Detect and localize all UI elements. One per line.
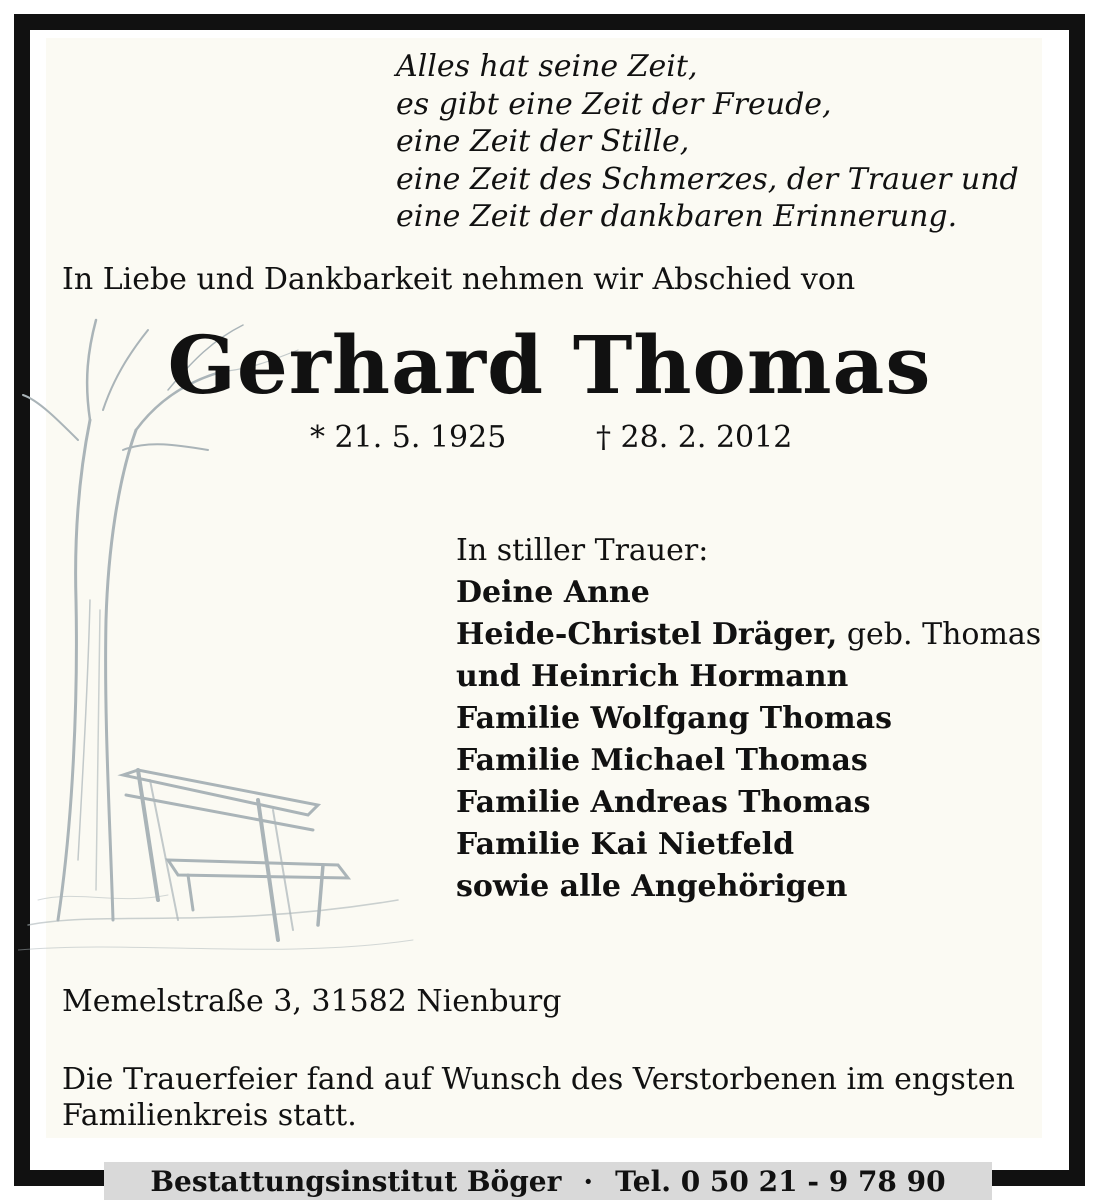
mourners-heading: In stiller Trauer: <box>456 533 709 568</box>
intro-text: In Liebe und Dankbarkeit nehmen wir Abschied von <box>62 262 856 297</box>
mourner-note: geb. Thomas <box>837 617 1042 652</box>
mourner: Deine Anne <box>456 575 650 610</box>
funeral-home-phone: Tel. 0 50 21 - 9 78 90 <box>615 1164 946 1198</box>
mourner: Familie Kai Nietfeld <box>456 827 795 862</box>
funeral-home-name: Bestattungsinstitut Böger <box>150 1164 562 1198</box>
poem-line: es gibt eine Zeit der Freude, <box>396 86 832 122</box>
poem-line: eine Zeit der dankbaren Erinnerung. <box>396 199 958 234</box>
mourner: und Heinrich Hormann <box>456 659 849 694</box>
deceased-name: Gerhard Thomas <box>167 318 932 412</box>
funeral-home-footer <box>104 1162 992 1200</box>
mourner: Familie Michael Thomas <box>456 743 868 778</box>
poem <box>396 48 1046 236</box>
poem-line: Alles hat seine Zeit, <box>396 49 698 84</box>
poem-line: eine Zeit der Stille, <box>396 124 690 159</box>
death-date: † 28. 2. 2012 <box>596 420 793 455</box>
mourners-list <box>456 530 1041 908</box>
address: Memelstraße 3, 31582 Nienburg <box>62 984 562 1019</box>
birth-date: * 21. 5. 1925 <box>310 420 507 455</box>
footer-separator: · <box>583 1164 594 1198</box>
mourner-name: Heide-Christel Dräger, <box>456 617 838 652</box>
mourner: sowie alle Angehörigen <box>456 869 848 904</box>
mourner: Familie Wolfgang Thomas <box>456 701 892 736</box>
mourner: Familie Andreas Thomas <box>456 785 871 820</box>
funeral-note: Die Trauerfeier fand auf Wunsch des Verstorbenen im engsten Familienkreis statt. <box>62 1062 1015 1133</box>
poem-line: eine Zeit des Schmerzes, der Trauer und <box>396 161 1019 197</box>
mourner <box>456 614 1041 656</box>
